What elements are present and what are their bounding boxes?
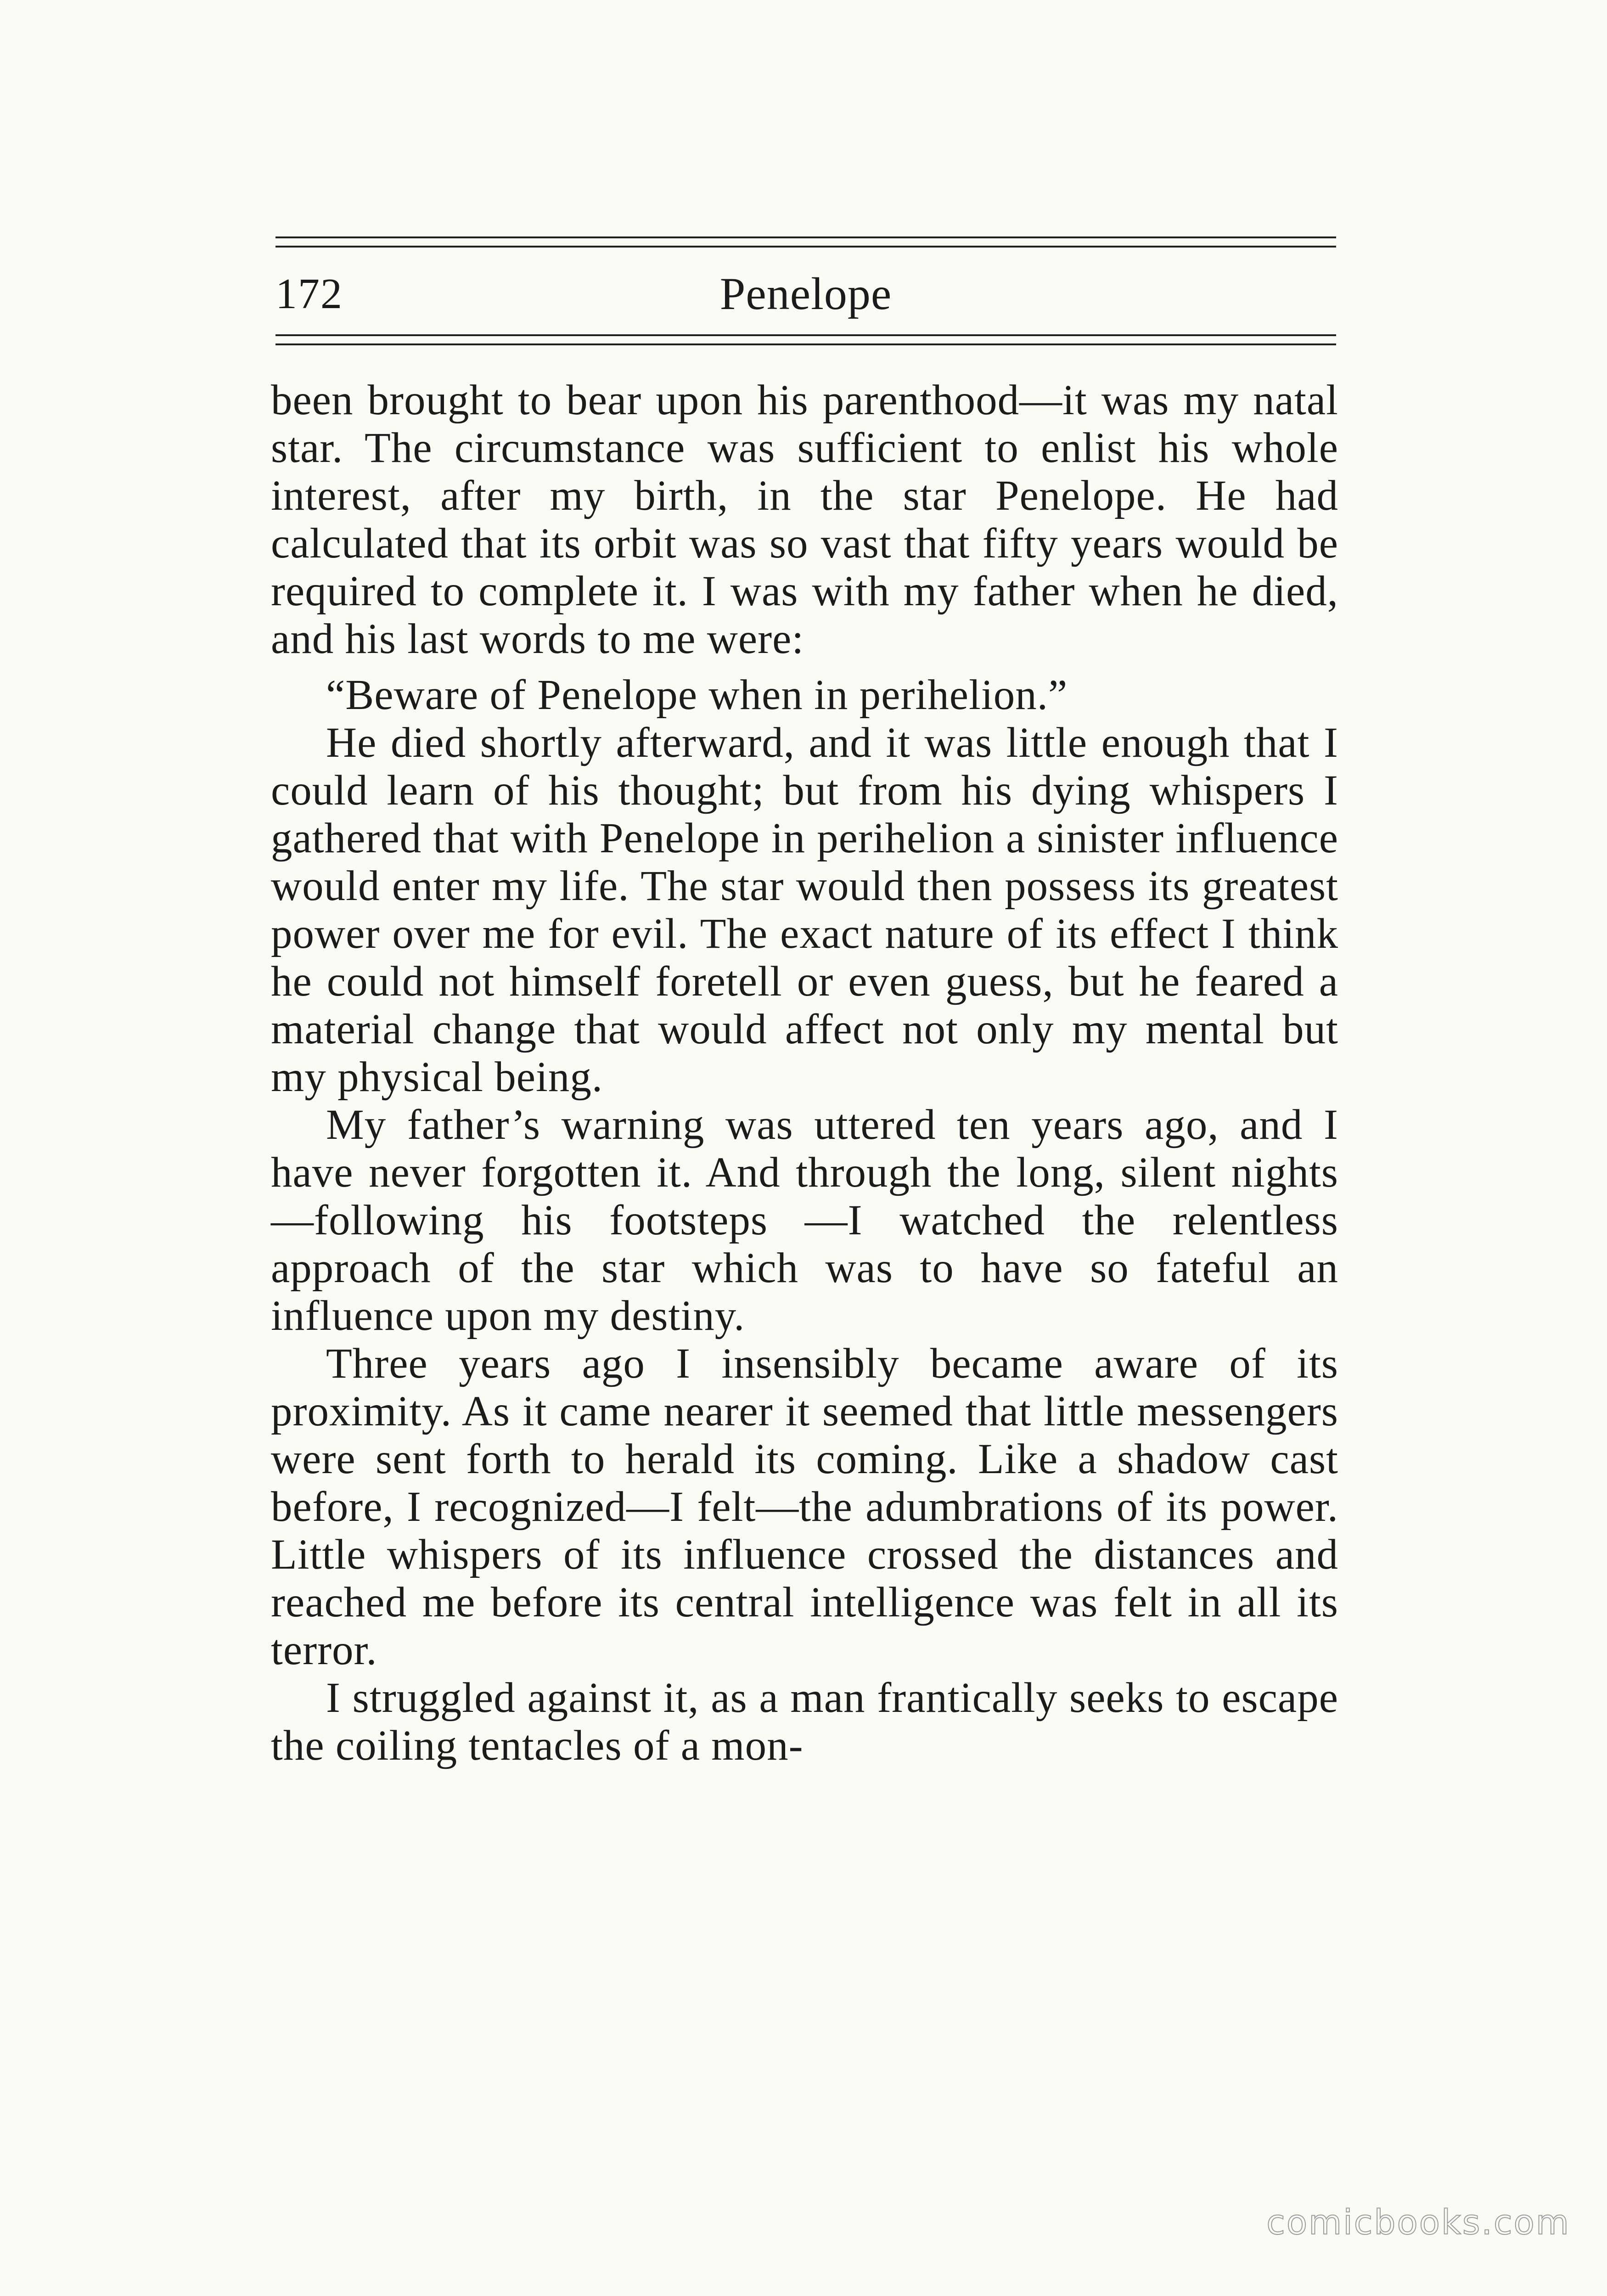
page-body [271,377,1338,1770]
page-number: 172 [275,270,343,318]
paragraph-proximity: Three years ago I insensibly became aware of its proximity. As it came nearer it seemed that little messengers were sent forth to herald its coming. Like a shadow cast before, I recognized—I felt—the adumbrations of its power. Little whispers of its influence crossed the distances and reached me before its central intelligence was felt in all its terror. [271,1340,1338,1674]
header-bottom-rule-2 [275,343,1336,345]
header-top-rule-1 [275,236,1336,238]
running-title: Penelope [719,268,892,319]
running-header [275,264,1336,324]
paragraph-father-death: He died shortly afterward, and it was little enough that I could learn of his thought; but from his dying whispers I gathered that with Penelope in perihelion a sinister influence would enter my life. The star would then possess its greatest power over me for evil. The exact nature of its effect I think he could not himself foretell or even guess, but he feared a material change that would affect not only my mental but my physical being. [271,719,1338,1101]
paragraph-quotation: “Beware of Penelope when in perihelion.” [326,671,1068,719]
watermark: comicbooks.com [1266,2203,1570,2242]
header-bottom-rule-1 [275,334,1336,336]
paragraph-continuation: been brought to bear upon his parenthood—it was my natal star. The circumstance was sufficient to enlist his whole interest, after my birth, in the star Penelope. He had calculated that its orbit was so vast that fifty years would be required to complete it. I was with my father when he died, and his last words to me were: [271,377,1338,663]
paragraph-struggle: I struggled against it, as a man frantically seeks to escape the coiling tentacles of a mon- [271,1674,1338,1769]
header-top-rule-2 [275,246,1336,248]
paragraph-warning: My father’s warning was uttered ten years ago, and I have never forgotten it. And through the long, silent nights—following his footsteps —I watched the relentless approach of the star which was to have so fateful an influence upon my destiny. [271,1101,1338,1339]
